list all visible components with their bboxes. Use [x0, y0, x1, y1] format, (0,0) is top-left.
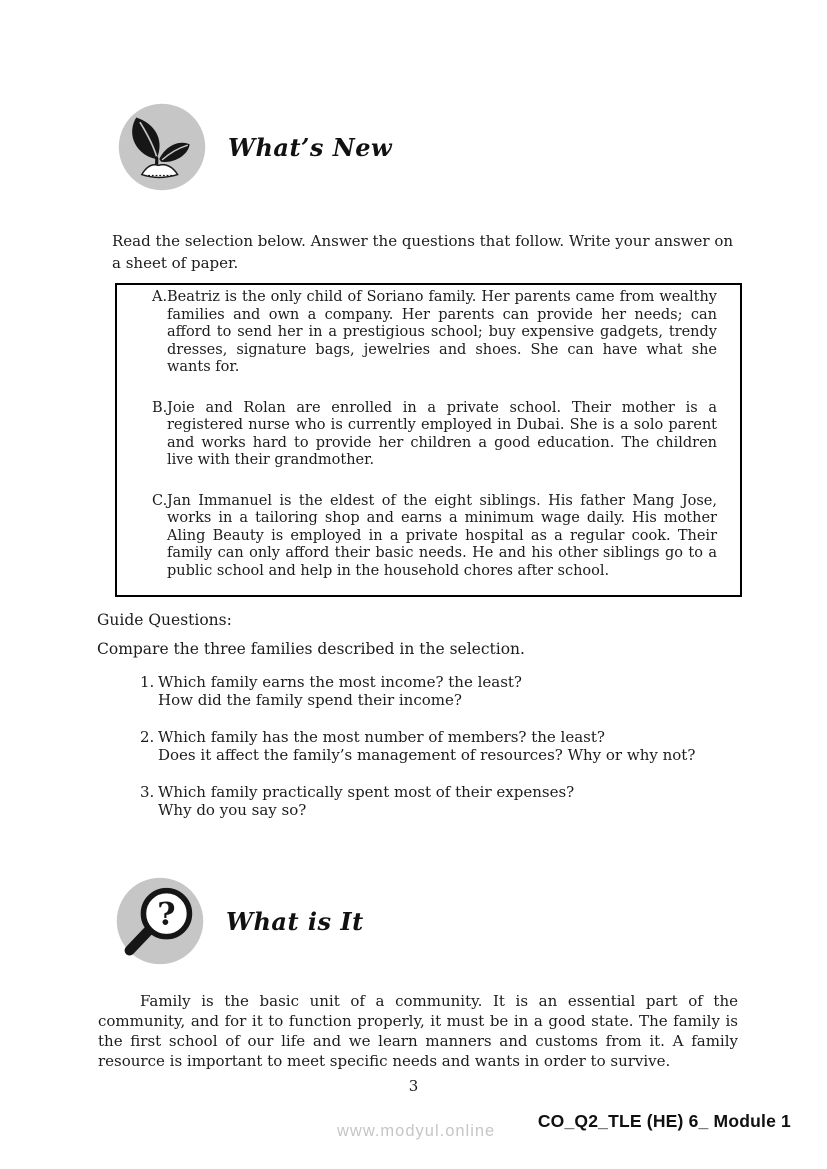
- guide-questions-heading: Guide Questions:: [97, 611, 232, 629]
- page-number: 3: [408, 1077, 419, 1095]
- guide-questions-intro: Compare the three families described in the selection.: [97, 640, 525, 658]
- question-line-1: Which family earns the most income? the least?: [158, 673, 522, 691]
- selection-item-text: Beatriz is the only child of Soriano family. Her parents came from wealthy families and own a company. Her parents can provide her needs; can afford to send her in a prestigious school; buy expensive gadgets, trendy dresses, signature bags, jewelries and shoes. She can have what she wants for.: [167, 289, 717, 375]
- selection-item-c: [152, 493, 717, 581]
- question-line-2: How did the family spend their income?: [158, 691, 462, 709]
- watermark-url: www.modyul.online: [337, 1122, 496, 1140]
- whats-new-header: [116, 101, 392, 193]
- question-line-2: Does it affect the family’s management of resources? Why or why not?: [158, 746, 696, 764]
- selection-item-b: [152, 400, 717, 470]
- question-line-2: Why do you say so?: [158, 801, 307, 819]
- question-line-1: Which family has the most number of members? the least?: [158, 728, 605, 746]
- seedling-icon: [116, 101, 208, 193]
- footer-module-label: CO_Q2_TLE (HE) 6_ Module 1: [537, 1111, 791, 1131]
- selection-item-label: C.: [152, 492, 168, 509]
- selection-box: [115, 283, 742, 597]
- selection-item-label: A.: [152, 289, 168, 305]
- question-number: 1.: [140, 673, 155, 691]
- question-2: [140, 728, 750, 764]
- what-is-it-header: [114, 875, 364, 967]
- magnifier-question-icon: [114, 875, 206, 967]
- selection-item-label: B.: [152, 399, 168, 416]
- question-3: [140, 783, 750, 819]
- question-text: [158, 728, 750, 764]
- instruction-text: Read the selection below. Answer the questions that follow. Write your answer on a sheet of paper.: [112, 232, 734, 272]
- svg-text:?: ?: [157, 896, 176, 933]
- question-number: 3.: [140, 783, 155, 801]
- selection-item-text: Joie and Rolan are enrolled in a private school. Their mother is a registered nurse who is currently employed in Dubai. She is a solo parent and works hard to provide her children a good education. The children live with their grandmother.: [167, 399, 717, 468]
- question-text: [158, 783, 750, 819]
- selection-item-text: Jan Immanuel is the eldest of the eight siblings. His father Mang Jose, works in a tailoring shop and earns a minimum wage daily. His mother Aling Beauty is employed in a private hospital as a regular cook. Their family can only afford their basic needs. He and his other siblings go to a public school and help in the household chores after school.: [167, 492, 717, 579]
- family-paragraph: Family is the basic unit of a community. It is an essential part of the community, and for it to function properly, it must be in a good state. The family is the first school of our life and we learn manners and customs from it. A family resource is important to meet specific needs and wants in order to survive.: [98, 992, 738, 1070]
- question-text: [158, 673, 750, 709]
- guide-questions-list: [140, 673, 750, 838]
- whats-new-title: What’s New: [228, 132, 393, 162]
- question-line-1: Which family practically spent most of their expenses?: [158, 783, 575, 801]
- what-is-it-title: What is It: [226, 906, 364, 936]
- question-1: [140, 673, 750, 709]
- question-number: 2.: [140, 728, 155, 746]
- selection-item-a: [152, 289, 717, 377]
